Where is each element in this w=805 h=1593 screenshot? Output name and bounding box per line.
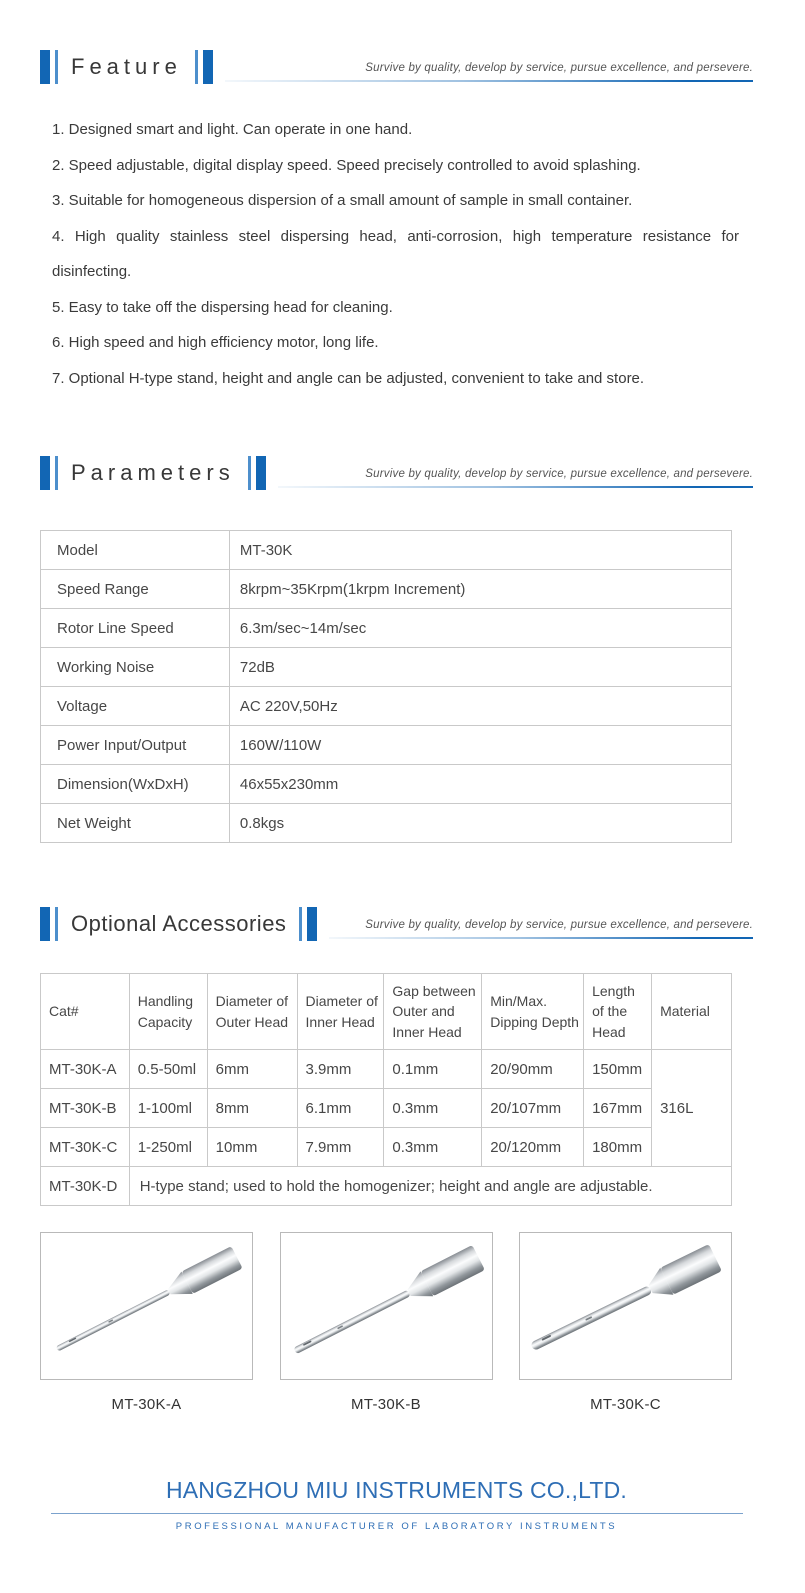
accessory-cell: 1-250ml (129, 1128, 207, 1167)
parameters-section (40, 456, 753, 843)
accessory-cell: 10mm (207, 1128, 297, 1167)
accent-bar-thick (307, 907, 317, 941)
table-row (41, 570, 732, 609)
feature-title-group (40, 50, 213, 84)
accessory-cell: 3.9mm (297, 1050, 384, 1089)
feature-item: 3. Suitable for homogeneous dispersion of a small amount of sample in small container. (52, 192, 633, 209)
accessory-cell: 1-100ml (129, 1089, 207, 1128)
feature-item: 7. Optional H-type stand, height and angle can be adjusted, convenient to take and store. (52, 369, 645, 387)
accessory-cell: 0.3mm (384, 1089, 482, 1128)
param-value-cell: 8krpm~35Krpm(1krpm Increment) (229, 570, 731, 609)
param-label-cell: Working Noise (41, 648, 230, 687)
table-row (41, 1167, 732, 1206)
company-tagline: Survive by quality, develop by service, pursue excellence, and persevere. (365, 919, 753, 931)
footer-divider (51, 1513, 743, 1514)
accessory-cell: 6.1mm (297, 1089, 384, 1128)
param-label-cell: Dimension(WxDxH) (41, 765, 230, 804)
dispersing-head-image-b (281, 1233, 492, 1379)
table-row (41, 1128, 732, 1167)
stand-description-cell: H-type stand; used to hold the homogenizer; height and angle are adjustable. (129, 1167, 731, 1206)
table-header-row (41, 974, 732, 1050)
accessory-cell: 0.5-50ml (129, 1050, 207, 1089)
feature-tagline-group (225, 62, 753, 82)
page-footer (40, 1477, 753, 1532)
accent-bar-thin (299, 907, 302, 941)
dispersing-head-image-c (520, 1233, 731, 1379)
accent-bar-thin (55, 50, 58, 84)
probe-caption: MT-30K-C (590, 1396, 661, 1413)
probe-image-box-a (40, 1232, 253, 1380)
accessories-tagline-group (329, 919, 753, 939)
param-label-cell: Speed Range (41, 570, 230, 609)
parameters-tagline-group (278, 468, 753, 488)
accent-bar-thin (55, 456, 58, 490)
table-row (41, 609, 732, 648)
param-value-cell: 46x55x230mm (229, 765, 731, 804)
table-row (41, 531, 732, 570)
accent-bar-thick (203, 50, 213, 84)
param-value-cell: AC 220V,50Hz (229, 687, 731, 726)
probe-caption: MT-30K-B (351, 1396, 421, 1413)
accent-bar-thin (55, 907, 58, 941)
feature-section (40, 50, 753, 396)
accessories-section-title: Optional Accessories (71, 911, 287, 936)
table-row (41, 804, 732, 843)
accessory-cell: MT-30K-D (41, 1167, 130, 1206)
accessories-title-group (40, 907, 317, 941)
param-label-cell: Rotor Line Speed (41, 609, 230, 648)
feature-item: 5. Easy to take off the dispersing head for cleaning. (52, 298, 393, 316)
table-row (41, 765, 732, 804)
accessory-cell: 20/120mm (482, 1128, 584, 1167)
accessory-column-header: Diameter of Inner Head (297, 974, 384, 1050)
param-label-cell: Voltage (41, 687, 230, 726)
accessory-cell: 0.3mm (384, 1128, 482, 1167)
table-row (41, 687, 732, 726)
accessory-column-header: Cat# (41, 974, 130, 1050)
probe-caption: MT-30K-A (111, 1396, 182, 1413)
param-label-cell: Net Weight (41, 804, 230, 843)
accessory-cell: MT-30K-A (41, 1050, 130, 1089)
accessory-cell: 150mm (584, 1050, 652, 1089)
parameters-title-group (40, 456, 266, 490)
gradient-divider (278, 486, 753, 488)
param-value-cell: 160W/110W (229, 726, 731, 765)
feature-list (40, 112, 739, 396)
param-label-cell: Model (41, 531, 230, 570)
accessory-column-header: Diameter of Outer Head (207, 974, 297, 1050)
accessory-captions-row (40, 1396, 732, 1413)
table-row (41, 648, 732, 687)
company-tagline: Survive by quality, develop by service, pursue excellence, and persevere. (365, 62, 753, 74)
accent-bar-thick (40, 907, 50, 941)
accessory-cell: 6mm (207, 1050, 297, 1089)
accessory-column-header: Min/Max. Dipping Depth (482, 974, 584, 1050)
footer-subtitle: PROFESSIONAL MANUFACTURER OF LABORATORY INSTRUMENTS (175, 1521, 618, 1532)
accessory-column-header: Handling Capacity (129, 974, 207, 1050)
accessory-cell: MT-30K-C (41, 1128, 130, 1167)
table-row (41, 726, 732, 765)
parameters-section-title: Parameters (71, 460, 235, 485)
probe-image-box-c (519, 1232, 732, 1380)
material-cell: 316L (652, 1050, 732, 1167)
param-label-cell: Power Input/Output (41, 726, 230, 765)
table-row (41, 1089, 732, 1128)
accessory-cell: MT-30K-B (41, 1089, 130, 1128)
accessory-column-header: Gap between Outer and Inner Head (384, 974, 482, 1050)
accessories-header (40, 907, 753, 941)
accessory-cell: 7.9mm (297, 1128, 384, 1167)
dispersing-head-image-a (41, 1233, 252, 1379)
feature-item: 4. High quality stainless steel dispersing head, anti-corrosion, high temperature resistance for disinfecting. (52, 227, 739, 280)
gradient-divider (225, 80, 753, 82)
accent-bar-thick (256, 456, 266, 490)
accessories-section (40, 907, 753, 1413)
feature-header (40, 50, 753, 84)
param-value-cell: 72dB (229, 648, 731, 687)
accessory-cell: 180mm (584, 1128, 652, 1167)
parameters-table (40, 530, 732, 843)
accent-bar-thin (195, 50, 198, 84)
accessory-column-header: Length of the Head (584, 974, 652, 1050)
probe-image-box-b (280, 1232, 493, 1380)
param-value-cell: MT-30K (229, 531, 731, 570)
accessory-images-row (40, 1232, 732, 1380)
accessory-column-header: Material (652, 974, 732, 1050)
parameters-header (40, 456, 753, 490)
accent-bar-thin (248, 456, 251, 490)
feature-item: 6. High speed and high efficiency motor, long life. (52, 334, 379, 351)
accessory-cell: 20/90mm (482, 1050, 584, 1089)
gradient-divider (329, 937, 753, 939)
accessory-cell: 8mm (207, 1089, 297, 1128)
accent-bar-thick (40, 50, 50, 84)
param-value-cell: 0.8kgs (229, 804, 731, 843)
footer-company-name: HANGZHOU MIU INSTRUMENTS CO.,LTD. (165, 1477, 628, 1503)
feature-item: 1. Designed smart and light. Can operate in one hand. (52, 121, 413, 138)
accessory-cell: 20/107mm (482, 1089, 584, 1128)
param-value-cell: 6.3m/sec~14m/sec (229, 609, 731, 648)
table-row (41, 1050, 732, 1089)
company-tagline: Survive by quality, develop by service, pursue excellence, and persevere. (365, 468, 753, 480)
accessory-cell: 167mm (584, 1089, 652, 1128)
accessory-cell: 0.1mm (384, 1050, 482, 1089)
feature-item: 2. Speed adjustable, digital display speed. Speed precisely controlled to avoid splashing. (52, 156, 641, 174)
feature-section-title: Feature (71, 54, 182, 79)
accent-bar-thick (40, 456, 50, 490)
accessories-table (40, 973, 732, 1206)
